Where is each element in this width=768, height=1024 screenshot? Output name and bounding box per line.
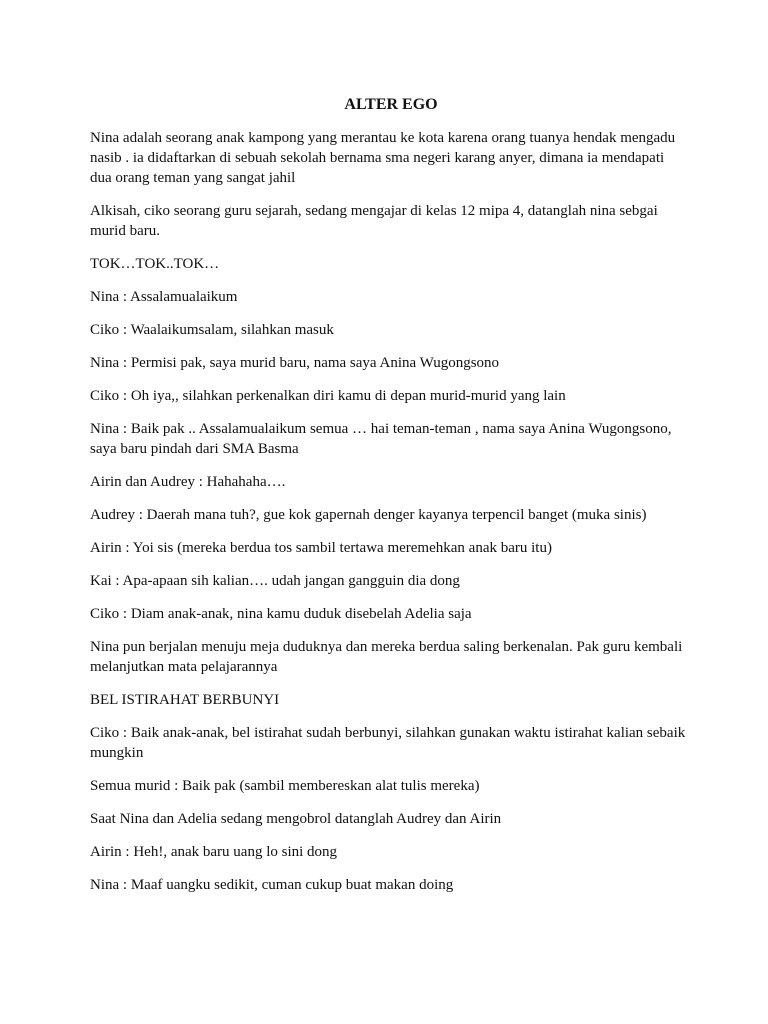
- document-body: [90, 128, 688, 895]
- dialogue-line: Nina : Permisi pak, saya murid baru, nama saya Anina Wugongsono: [90, 355, 500, 371]
- dialogue-line: Audrey : Daerah mana tuh?, gue kok gapernah denger kayanya terpencil banget (muka sinis): [90, 507, 647, 523]
- dialogue-line: Ciko : Oh iya,, silahkan perkenalkan diri kamu di depan murid-murid yang lain: [90, 388, 566, 404]
- paragraph-intro: Nina adalah seorang anak kampong yang merantau ke kota karena orang tuanya hendak mengadu nasib . ia didaftarkan di sebuah sekolah bernama sma negeri karang anyer, dimana ia mendapati dua orang teman yang sangat jahil: [90, 130, 676, 186]
- dialogue-line: Nina : Assalamualaikum: [90, 289, 238, 305]
- document-title: ALTER EGO: [344, 96, 438, 113]
- dialogue-line: Semua murid : Baik pak (sambil membereskan alat tulis mereka): [90, 778, 480, 794]
- dialogue-line: Airin dan Audrey : Hahahaha….: [90, 474, 286, 490]
- dialogue-line: Kai : Apa-apaan sih kalian…. udah jangan gangguin dia dong: [90, 573, 460, 589]
- dialogue-line: Ciko : Baik anak-anak, bel istirahat sudah berbunyi, silahkan gunakan waktu istirahat kalian sebaik mungkin: [90, 725, 686, 761]
- dialogue-line: Nina : Maaf uangku sedikit, cuman cukup buat makan doing: [90, 877, 454, 893]
- dialogue-line: Airin : Yoi sis (mereka berdua tos sambil tertawa meremehkan anak baru itu): [90, 540, 552, 556]
- narration-paragraph: Nina pun berjalan menuju meja duduknya dan mereka berdua saling berkenalan. Pak guru kembali melanjutkan mata pelajarannya: [90, 639, 683, 675]
- paragraph-knock: TOK…TOK..TOK…: [90, 256, 220, 272]
- paragraph-alkisah: Alkisah, ciko seorang guru sejarah, sedang mengajar di kelas 12 mipa 4, datanglah nina sebgai murid baru.: [90, 203, 658, 239]
- dialogue-line: Ciko : Diam anak-anak, nina kamu duduk disebelah Adelia saja: [90, 606, 472, 622]
- dialogue-line: Nina : Baik pak .. Assalamualaikum semua … hai teman-teman , nama saya Anina Wugongsono, saya baru pindah dari SMA Basma: [90, 421, 672, 457]
- narration-paragraph: Saat Nina dan Adelia sedang mengobrol datanglah Audrey dan Airin: [90, 811, 502, 827]
- scene-heading: BEL ISTIRAHAT BERBUNYI: [90, 692, 280, 708]
- dialogue-line: Airin : Heh!, anak baru uang lo sini dong: [90, 844, 338, 860]
- dialogue-line: Ciko : Waalaikumsalam, silahkan masuk: [90, 322, 334, 338]
